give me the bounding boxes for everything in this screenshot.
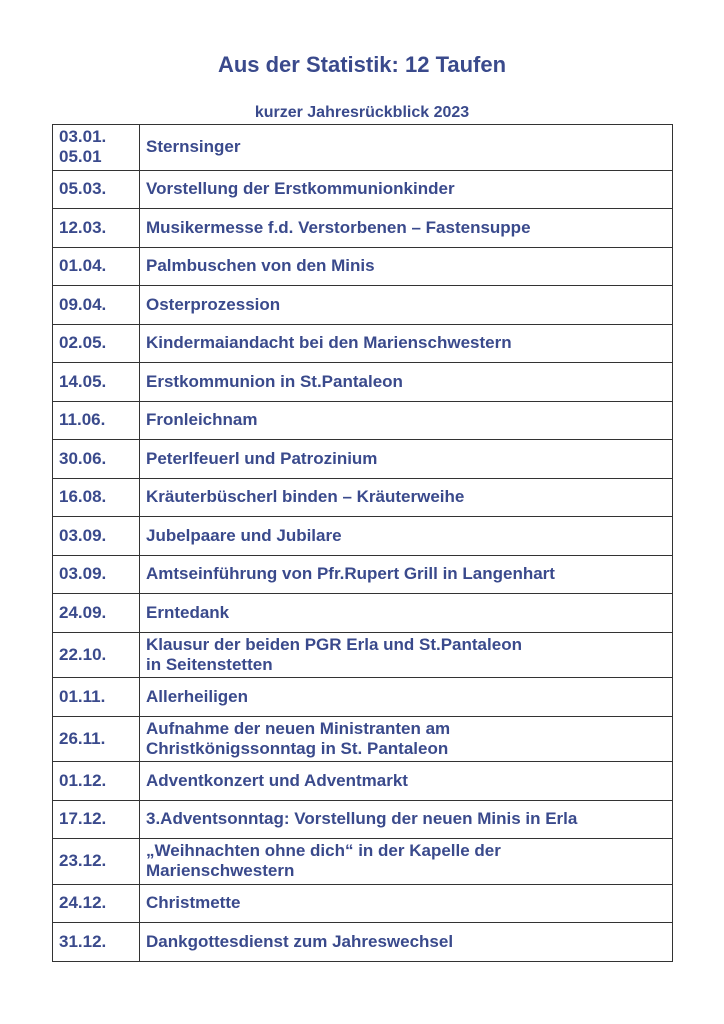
event-description: Amtseinführung von Pfr.Rupert Grill in Langenhart [146,564,555,584]
event-description: Adventkonzert und Adventmarkt [146,770,408,790]
event-description: Musikermesse f.d. Verstorbenen – Fastensuppe [146,217,531,237]
event-description: „Weihnachten ohne dich“ in der Kapelle der [146,841,501,861]
event-date-cell [53,884,140,923]
event-date-cell [53,324,140,363]
event-description-cell [140,440,673,479]
event-row [53,678,673,717]
event-description-cell [140,839,673,885]
event-row [53,762,673,801]
event-description: Sternsinger [146,137,241,157]
event-date-cell [53,440,140,479]
event-date: 26.11. [59,728,106,748]
event-description: Peterlfeuerl und Patrozinium [146,448,378,468]
event-row [53,209,673,248]
event-date: 05.03. [59,179,107,199]
event-row [53,125,673,171]
event-date: 30.06. [59,448,107,468]
event-date-cell [53,716,140,762]
events-table-body [53,125,673,962]
event-date-cell [53,923,140,962]
event-description-cell [140,478,673,517]
event-description: Kindermaiandacht bei den Marienschwestern [146,333,512,353]
event-date: 01.12. [59,770,107,790]
event-description: Erstkommunion in St.Pantaleon [146,371,403,391]
event-row [53,440,673,479]
event-description: Dankgottesdienst zum Jahreswechsel [146,931,454,951]
event-description: Jubelpaare und Jubilare [146,525,342,545]
event-description: Christkönigssonntag in St. Pantaleon [146,738,449,758]
event-date: 11.06. [59,410,106,430]
event-description: Palmbuschen von den Minis [146,256,375,276]
event-row [53,555,673,594]
event-date: 24.09. [59,602,107,622]
event-date: 12.03. [59,217,107,237]
event-description: Fronleichnam [146,410,258,430]
event-description-cell [140,594,673,633]
event-date-cell [53,170,140,209]
event-date-cell [53,678,140,717]
event-row [53,401,673,440]
event-date: 01.04. [59,256,107,276]
event-row [53,478,673,517]
event-date-cell [53,555,140,594]
event-description-cell [140,923,673,962]
page-title: Aus der Statistik: 12 Taufen [217,52,507,77]
event-description-cell [140,324,673,363]
event-date-cell [53,125,140,171]
event-description-cell [140,762,673,801]
event-description: Aufnahme der neuen Ministranten am [146,718,451,738]
event-row [53,247,673,286]
event-date-cell [53,401,140,440]
event-date-cell [53,517,140,556]
event-row [53,324,673,363]
event-description-cell [140,716,673,762]
event-description-cell [140,247,673,286]
event-date-cell [53,209,140,248]
event-date: 09.04. [59,294,107,314]
event-date-cell [53,247,140,286]
events-table [52,124,673,962]
event-date: 23.12. [59,851,107,871]
event-description-cell [140,632,673,678]
event-description: Marienschwestern [146,861,295,881]
event-row [53,286,673,325]
event-date: 14.05. [59,371,107,391]
event-date-cell [53,800,140,839]
event-row [53,632,673,678]
event-description-cell [140,286,673,325]
event-date-cell [53,762,140,801]
event-row [53,839,673,885]
event-date: 24.12. [59,893,107,913]
page-subtitle: kurzer Jahresrückblick 2023 [254,104,470,121]
event-row [53,363,673,402]
event-date: 03.09. [59,564,107,584]
event-date: 17.12. [59,809,107,829]
event-description-cell [140,170,673,209]
event-description-cell [140,555,673,594]
event-description: in Seitenstetten [146,654,273,674]
event-date-cell [53,594,140,633]
event-date-cell [53,286,140,325]
event-date-cell [53,363,140,402]
event-row [53,923,673,962]
event-description: Vorstellung der Erstkommunionkinder [146,179,455,199]
event-date: 02.05. [59,333,107,353]
event-description: Osterprozession [146,294,281,314]
event-date-cell [53,632,140,678]
event-date: 01.11. [59,686,106,706]
event-description: 3.Adventsonntag: Vorstellung der neuen Minis in Erla [146,809,578,829]
event-description-cell [140,517,673,556]
event-row [53,884,673,923]
event-row [53,716,673,762]
event-date-cell [53,839,140,885]
event-row [53,517,673,556]
event-description-cell [140,800,673,839]
event-description-cell [140,209,673,248]
event-description: Kräuterbüscherl binden – Kräuterweihe [146,487,465,507]
event-description-cell [140,884,673,923]
event-date: 03.01. [59,127,107,147]
event-description: Klausur der beiden PGR Erla und St.Pantaleon [146,634,522,654]
event-description: Allerheiligen [146,686,249,706]
event-date: 05.01 [59,147,102,167]
event-description: Christmette [146,893,241,913]
event-date: 22.10. [59,644,107,664]
event-description-cell [140,125,673,171]
event-date: 03.09. [59,525,107,545]
event-date: 16.08. [59,487,107,507]
event-row [53,170,673,209]
event-description-cell [140,678,673,717]
event-date: 31.12. [59,931,107,951]
event-row [53,594,673,633]
event-description: Erntedank [146,602,230,622]
event-date-cell [53,478,140,517]
event-description-cell [140,401,673,440]
event-description-cell [140,363,673,402]
event-row [53,800,673,839]
